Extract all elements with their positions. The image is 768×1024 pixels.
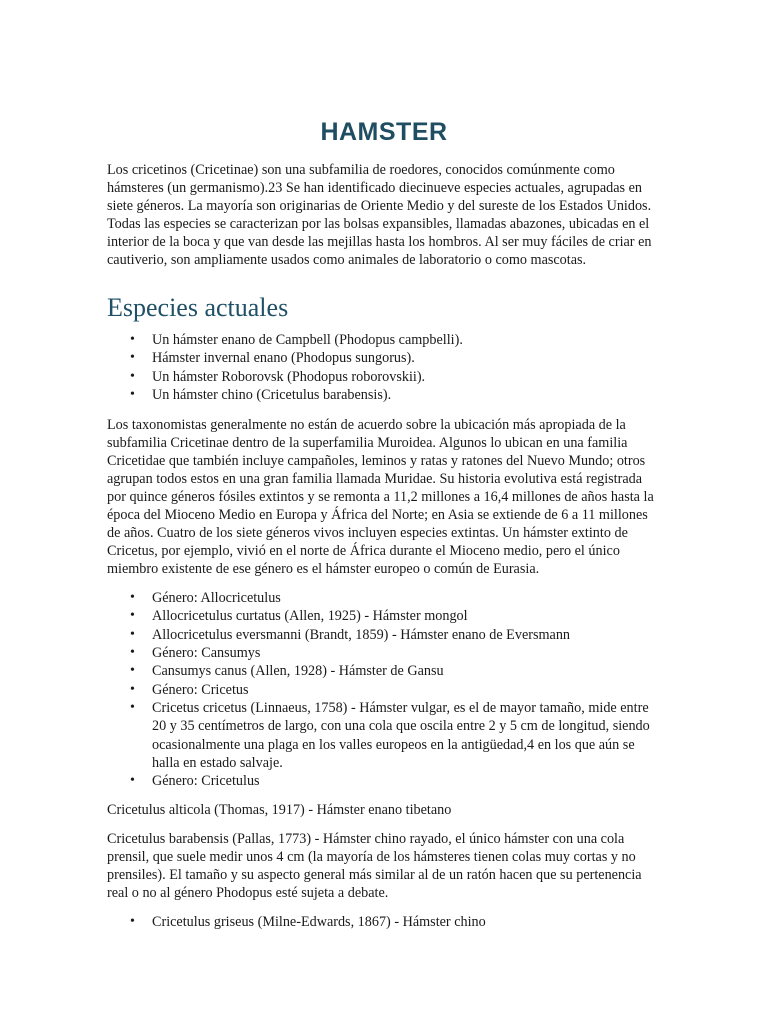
list-item-text: Género: Cricetus [152,681,249,698]
bullet-icon: • [130,773,135,789]
list-item-text: Cansumys canus (Allen, 1928) - Hámster de Gansu [152,663,444,680]
list-item [130,699,661,772]
bullet-icon: • [130,386,135,402]
bullet-icon: • [130,699,135,715]
bullet-icon: • [130,663,135,679]
final-list [107,913,661,931]
bullet-icon: • [130,590,135,606]
bullet-icon: • [130,350,135,366]
taxonomy-paragraph: Los taxonomistas generalmente no están de acuerdo sobre la ubicación más apropiada de la subfamilia Cricetinae dentro de la superfamilia Muroidea. Algunos lo ubican en una familia Cricetidae que también incluye campañoles, leminos y ratas y ratones del Nuevo Mundo; otros agrupan todos estos en una gran familia llamada Muridae. Su historia evolutiva está registrada por quince géneros fósiles extintos y se remonta a 11,2 millones a 16,4 millones de años hasta la época del Mioceno Medio en Europa y África del Norte; en Asia se extiende de 6 a 11 millones de años. Cuatro de los siete géneros vivos incluyen especies extintas. Un hámster extinto de Cricetus, por ejemplo, vivió en el norte de África durante el Mioceno medio, pero el único miembro existente de ese género es el hámster europeo o común de Eurasia. [107,417,654,578]
bullet-icon: • [130,914,135,930]
list-item [130,607,661,625]
barabensis-paragraph: Cricetulus barabensis (Pallas, 1773) - Hámster chino rayado, el único hámster con una cola prensil, que suele medir unos 4 cm (la mayoría de los hámsteres tienen colas muy cortas y no prensiles). El tamaño y su aspecto general más similar al de un ratón hacen que su pertenencia real o no al género Phodopus esté sujeta a debate. [107,831,642,902]
list-item [130,589,661,607]
intro-paragraph: Los cricetinos (Cricetinae) son una subfamilia de roedores, conocidos comúnmente como hámsteres (un germanismo).23 Se han identificado diecinueve especies actuales, agrupadas en siete géneros. La mayoría son originarias de Oriente Medio y del sureste de los Estados Unidos. Todas las especies se caracterizan por las bolsas expansibles, llamadas abazones, ubicadas en el interior de la boca y que van desde las mejillas hasta los hombros. Al ser muy fáciles de criar en cautiverio, son ampliamente usados como animales de laboratorio o como mascotas. [107,162,652,268]
list-item [130,626,661,644]
bullet-icon: • [130,645,135,661]
list-item-text: Allocricetulus eversmanni (Brandt, 1859) - Hámster enano de Eversmann [152,626,571,643]
list-item-text: Género: Cansumys [152,645,261,662]
list-item-text: Allocricetulus curtatus (Allen, 1925) - Hámster mongol [152,608,468,625]
list-item-text: Género: Allocricetulus [152,590,281,607]
list-item-text: Cricetus cricetus (Linnaeus, 1758) - Hámster vulgar, es el de mayor tamaño, mide entre 20 y 35 centímetros de largo, con una cola que oscila entre 2 y 5 cm de longitud, siendo ocasionalmente una plaga en los valles europeos en la antigüedad,4 en los que aún se halla en estado salvaje. [152,699,650,771]
species-list [107,331,661,404]
bullet-icon: • [130,332,135,347]
bullet-icon: • [130,608,135,624]
alticola-paragraph: Cricetulus alticola (Thomas, 1917) - Hámster enano tibetano [107,802,452,819]
list-item-text: Hámster invernal enano (Phodopus sungorus). [152,350,415,367]
list-item-text: Cricetulus griseus (Milne-Edwards, 1867) - Hámster chino [152,914,486,931]
list-item [130,681,661,699]
list-item [130,772,661,790]
list-item [130,913,661,931]
list-item-text: Un hámster enano de Campbell (Phodopus campbelli). [152,332,463,348]
list-item-text: Un hámster Roborovsk (Phodopus roborovskii). [152,368,426,385]
bullet-icon: • [130,681,135,697]
list-item [130,368,661,386]
section-heading-especies: Especies actuales [107,293,289,322]
bullet-icon: • [130,626,135,642]
list-item [130,331,661,349]
genus-list [107,589,661,790]
list-item [130,662,661,680]
list-item-text: Género: Cricetulus [152,773,260,790]
list-item [130,644,661,662]
list-item [130,386,661,404]
bullet-icon: • [130,368,135,384]
list-item-text: Un hámster chino (Cricetulus barabensis). [152,386,392,403]
list-item [130,349,661,367]
document-title: HAMSTER [320,118,448,146]
